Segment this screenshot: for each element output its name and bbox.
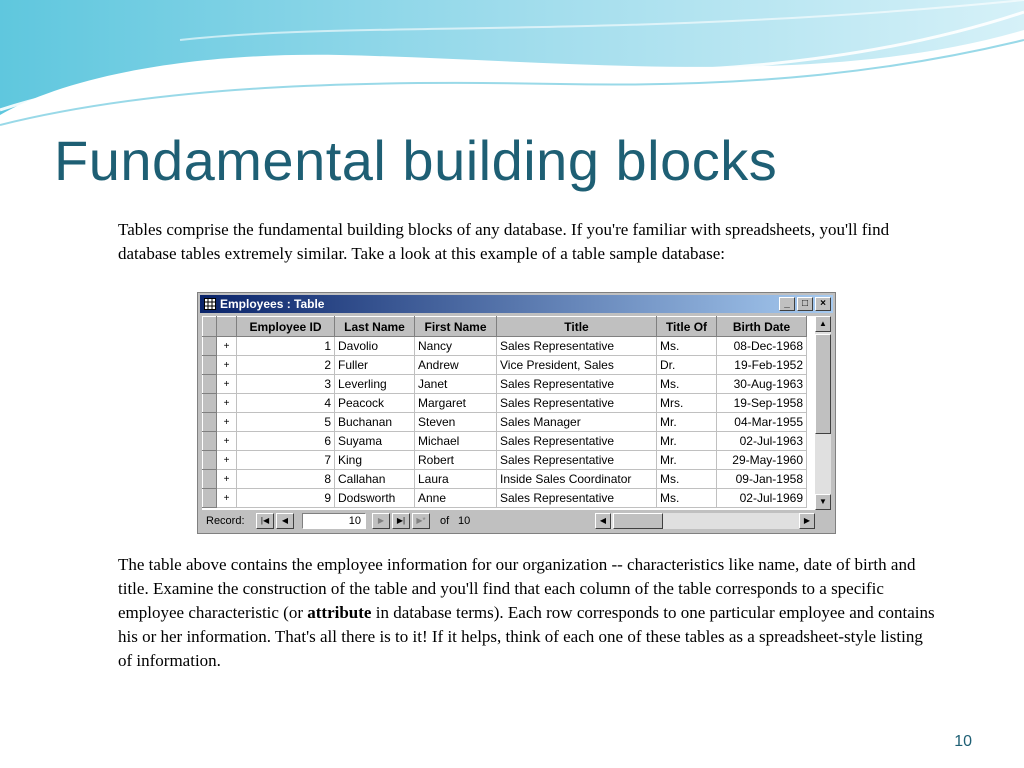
table-cell[interactable]: Sales Representative [497, 451, 657, 470]
table-cell[interactable]: Sales Representative [497, 337, 657, 356]
table-cell[interactable]: 09-Jan-1958 [717, 470, 807, 489]
table-cell[interactable]: Mr. [657, 451, 717, 470]
window-title: Employees : Table [220, 297, 325, 311]
next-record-icon[interactable]: ▶ [372, 513, 390, 529]
row-selector-header [203, 317, 217, 337]
table-cell[interactable]: Robert [415, 451, 497, 470]
table-cell[interactable]: Nancy [415, 337, 497, 356]
scroll-up-arrow-icon[interactable]: ▲ [815, 316, 831, 332]
row-selector[interactable] [203, 375, 217, 394]
close-button[interactable]: × [815, 297, 831, 311]
table-cell[interactable]: Steven [415, 413, 497, 432]
expand-row-icon[interactable]: + [217, 432, 237, 451]
expand-row-icon[interactable]: + [217, 394, 237, 413]
scroll-left-arrow-icon[interactable]: ◀ [595, 513, 611, 529]
column-header-employee-id[interactable]: Employee ID [237, 317, 335, 337]
table-row[interactable] [203, 337, 807, 356]
expand-row-icon[interactable]: + [217, 489, 237, 508]
expand-row-icon[interactable]: + [217, 413, 237, 432]
table-cell[interactable]: Laura [415, 470, 497, 489]
expand-column-header [217, 317, 237, 337]
row-selector[interactable] [203, 356, 217, 375]
table-cell[interactable]: Margaret [415, 394, 497, 413]
table-icon [204, 298, 216, 310]
table-cell[interactable]: King [335, 451, 415, 470]
column-header-first-name[interactable]: First Name [415, 317, 497, 337]
attribute-term: attribute [307, 603, 372, 622]
window-titlebar [200, 295, 833, 313]
table-cell[interactable]: Ms. [657, 337, 717, 356]
table-cell[interactable]: Mrs. [657, 394, 717, 413]
table-cell[interactable]: Dr. [657, 356, 717, 375]
vertical-scroll-thumb[interactable] [815, 334, 831, 434]
table-row[interactable] [203, 375, 807, 394]
row-selector[interactable] [203, 413, 217, 432]
table-cell[interactable]: 6 [237, 432, 335, 451]
record-label: Record: [206, 515, 245, 527]
table-cell[interactable]: Vice President, Sales [497, 356, 657, 375]
table-cell[interactable]: Callahan [335, 470, 415, 489]
table-cell[interactable]: Buchanan [335, 413, 415, 432]
table-cell[interactable]: 7 [237, 451, 335, 470]
table-cell[interactable]: 08-Dec-1968 [717, 337, 807, 356]
table-cell[interactable]: Sales Manager [497, 413, 657, 432]
table-row[interactable] [203, 356, 807, 375]
maximize-button[interactable]: □ [797, 297, 813, 311]
table-cell[interactable]: Inside Sales Coordinator [497, 470, 657, 489]
last-record-icon[interactable]: ▶| [392, 513, 410, 529]
table-row[interactable] [203, 470, 807, 489]
table-cell[interactable]: Mr. [657, 413, 717, 432]
table-cell[interactable]: 8 [237, 470, 335, 489]
table-cell[interactable]: 04-Mar-1955 [717, 413, 807, 432]
table-cell[interactable]: 29-May-1960 [717, 451, 807, 470]
intro-paragraph: Tables comprise the fundamental building blocks of any database. If you're familiar with spreadsheets, you'll find database tables extremely similar. Take a look at this example of a table sample database: [118, 220, 890, 263]
table-cell[interactable]: 19-Sep-1958 [717, 394, 807, 413]
row-selector[interactable] [203, 432, 217, 451]
table-cell[interactable]: Ms. [657, 470, 717, 489]
employees-table-window [197, 292, 836, 534]
column-header-title-of[interactable]: Title Of [657, 317, 717, 337]
table-cell[interactable]: Mr. [657, 432, 717, 451]
table-row[interactable] [203, 413, 807, 432]
explanation-text-part-2: in database terms). Each row corresponds to one particular employee and contains his or her information. That's all there is to it! If it helps, think of each one of these tables as a spreadsheet-style listing of information. [118, 603, 935, 670]
expand-row-icon[interactable]: + [217, 337, 237, 356]
explanation-paragraph [118, 553, 938, 673]
row-selector[interactable] [203, 337, 217, 356]
table-cell[interactable]: Sales Representative [497, 432, 657, 451]
expand-row-icon[interactable]: + [217, 451, 237, 470]
table-row[interactable] [203, 394, 807, 413]
page-number: 10 [954, 733, 972, 750]
column-header-title[interactable]: Title [497, 317, 657, 337]
table-cell[interactable]: Sales Representative [497, 394, 657, 413]
column-header-birth-date[interactable]: Birth Date [717, 317, 807, 337]
expand-row-icon[interactable]: + [217, 470, 237, 489]
table-cell[interactable]: 02-Jul-1969 [717, 489, 807, 508]
table-cell[interactable]: Sales Representative [497, 489, 657, 508]
horizontal-scrollbar[interactable] [595, 513, 815, 529]
scroll-right-arrow-icon[interactable]: ▶ [799, 513, 815, 529]
datasheet-grid [202, 316, 815, 510]
record-navigator [202, 512, 831, 530]
table-cell[interactable]: 19-Feb-1952 [717, 356, 807, 375]
row-selector[interactable] [203, 451, 217, 470]
table-cell[interactable]: Sales Representative [497, 375, 657, 394]
expand-row-icon[interactable]: + [217, 356, 237, 375]
table-cell[interactable]: Ms. [657, 375, 717, 394]
table-cell[interactable]: 02-Jul-1963 [717, 432, 807, 451]
record-total: 10 [458, 515, 471, 527]
table-cell[interactable]: 2 [237, 356, 335, 375]
table-cell[interactable]: Janet [415, 375, 497, 394]
scroll-down-arrow-icon[interactable]: ▼ [815, 494, 831, 510]
of-label: of [440, 515, 450, 527]
table-cell[interactable]: 30-Aug-1963 [717, 375, 807, 394]
table-cell[interactable]: Suyama [335, 432, 415, 451]
new-record-icon[interactable]: ▶* [412, 513, 430, 529]
table-cell[interactable]: Peacock [335, 394, 415, 413]
table-cell[interactable]: 5 [237, 413, 335, 432]
header-wave-decoration [0, 0, 1024, 130]
table-cell[interactable]: Andrew [415, 356, 497, 375]
current-record-field[interactable]: 10 [302, 513, 366, 529]
first-record-icon[interactable]: |◀ [256, 513, 274, 529]
table-row[interactable] [203, 489, 807, 508]
table-cell[interactable]: Leverling [335, 375, 415, 394]
row-selector[interactable] [203, 394, 217, 413]
table-cell[interactable]: Ms. [657, 489, 717, 508]
table-row[interactable] [203, 451, 807, 470]
table-cell[interactable]: 4 [237, 394, 335, 413]
explanation-text-part-1: The table above contains the employee information for our organization -- characteristics like name, date of birth and title. Examine the construction of the table and you'll find that each column of the table corresponds to a specific employee characteristic (or [118, 555, 916, 622]
table-cell[interactable]: Davolio [335, 337, 415, 356]
table-cell[interactable]: 9 [237, 489, 335, 508]
table-row[interactable] [203, 432, 807, 451]
vertical-scrollbar[interactable] [815, 316, 831, 510]
table-cell[interactable]: Dodsworth [335, 489, 415, 508]
horizontal-scroll-thumb[interactable] [613, 513, 663, 529]
table-cell[interactable]: 3 [237, 375, 335, 394]
column-header-last-name[interactable]: Last Name [335, 317, 415, 337]
row-selector[interactable] [203, 470, 217, 489]
row-selector[interactable] [203, 489, 217, 508]
expand-row-icon[interactable]: + [217, 375, 237, 394]
table-cell[interactable]: Anne [415, 489, 497, 508]
table-cell[interactable]: Michael [415, 432, 497, 451]
table-cell[interactable]: 1 [237, 337, 335, 356]
slide-title: Fundamental building blocks [54, 129, 778, 192]
minimize-button[interactable]: _ [779, 297, 795, 311]
previous-record-icon[interactable]: ◀ [276, 513, 294, 529]
table-cell[interactable]: Fuller [335, 356, 415, 375]
